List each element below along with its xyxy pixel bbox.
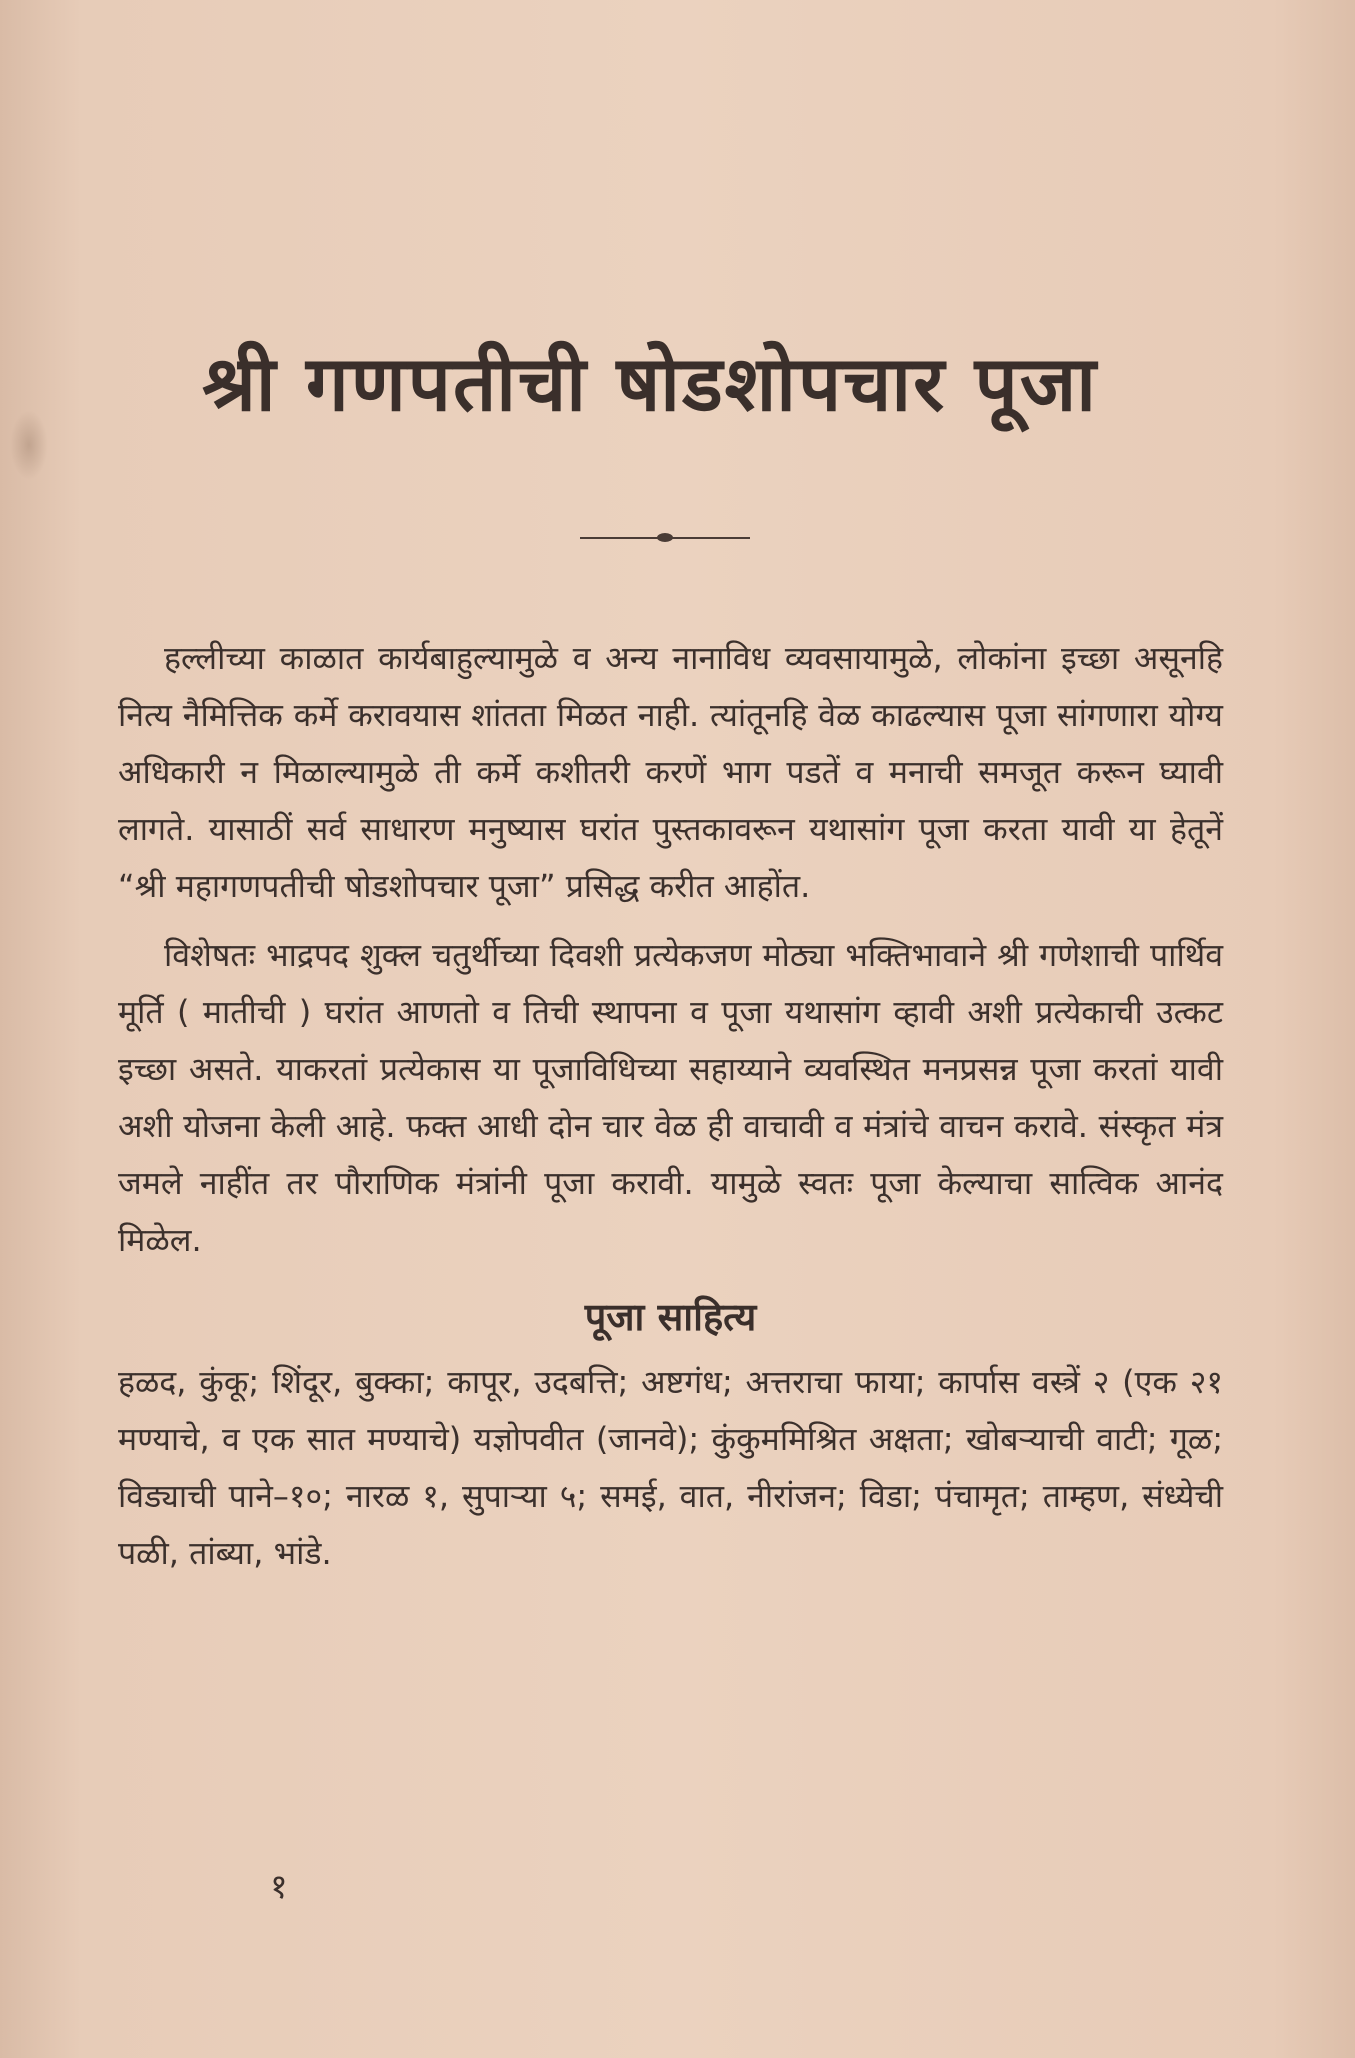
section-heading-puja-materials: पूजा साहित्य xyxy=(584,1295,757,1339)
purpose-paragraph: विशेषतः भाद्रपद शुक्ल चतुर्थीच्या दिवशी प्रत्येकजण मोठ्या भक्तिभावाने श्री गणेशाची पार्थिव मूर्ति ( मातीची ) घरांत आणतो व तिची स्थापना व पूजा यथासांग व्हावी अशी प्रत्येकाची उत्कट इच्छा असते. याकरतां प्रत्येकास या पूजाविधिच्या सहाय्याने व्यवस्थित मनप्रसन्न पूजा करतां यावी अशी योजना केली आहे. फक्त आधी दोन चार वेळ ही वाचावी व मंत्रांचे वाचन करावे. संस्कृत मंत्र जमले नाहींत तर पौराणिक मंत्रांनी पूजा करावी. यामुळे स्वतः पूजा केल्याचा सात्विक आनंद मिळेल. xyxy=(118,936,1223,1259)
page-number: १ xyxy=(270,1867,288,1907)
paper-stain xyxy=(10,410,48,480)
materials-list: हळद, कुंकू; शिंदूर, बुक्का; कापूर, उदबत्ति; अष्टगंध; अत्तराचा फाया; कार्पास वस्त्रें २ (एक २१ मण्याचे, व एक सात मण्याचे) यज्ञोपवीत (जानवे); कुंकुममिश्रित अक्षता; खोबऱ्याची वाटी; गूळ; विड्याची पाने–१०; नारळ १, सुपाऱ्या ५; समई, वात, नीरांजन; विडा; पंचामृत; ताम्हण, संध्येची पळी, तांब्या, भांडे. xyxy=(118,1363,1223,1572)
intro-paragraph: हल्लीच्या काळात कार्यबाहुल्यामुळे व अन्य नानाविध व्यवसायामुळे, लोकांना इच्छा असूनहि नित्य नैमित्तिक कर्मे करावयास शांतता मिळत नाही. त्यांतूनहि वेळ काढल्यास पूजा सांगणारा योग्य अधिकारी न मिळाल्यामुळे ती कर्मे कशीतरी करणें भाग पडतें व मनाची समजूत करून घ्यावी लागते. यासाठीं सर्व साधारण मनुष्यास घरांत पुस्तकावरून यथासांग पूजा करता यावी या हेतूनें “श्री महागणपतीची षोडशोपचार पूजा” प्रसिद्ध करीत आहोंत. xyxy=(118,639,1223,905)
title-ornament-divider xyxy=(580,532,750,544)
page-body xyxy=(118,630,1223,1582)
page-title: श्री गणपतीची षोडशोपचार पूजा xyxy=(202,339,1098,428)
divider-center-ornament xyxy=(657,533,673,542)
